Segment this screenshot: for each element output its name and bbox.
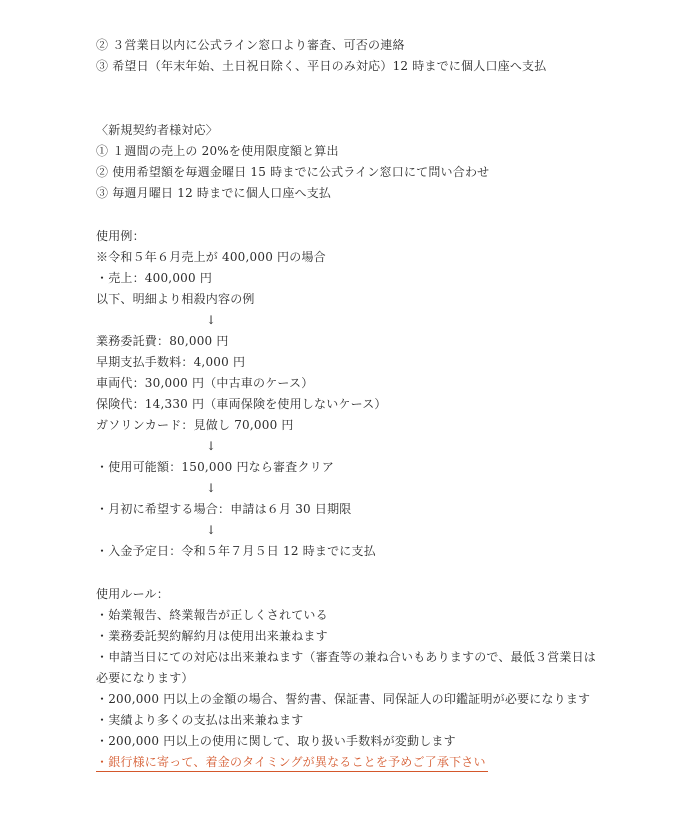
- rule-item: ・実績より多くの支払は出来兼ねます: [96, 713, 304, 727]
- example-heading: 使用例：: [96, 229, 145, 243]
- offset-item-insurance: 保険代：14,330 円（車両保険を使用しないケース）: [96, 397, 387, 411]
- down-arrow-icon: ↓: [206, 313, 217, 327]
- example-payment: ・入金予定日：令和５年７月５日 12 時までに支払: [96, 544, 376, 558]
- top-step-2: ② ３営業日以内に公式ライン窓口より審査、可否の連絡: [96, 38, 405, 52]
- example-offset-intro: 以下、明細より相殺内容の例: [96, 292, 255, 306]
- down-arrow-icon: ↓: [206, 439, 217, 453]
- offset-item-vehicle: 車両代：30,000 円（中古車のケース）: [96, 376, 314, 390]
- example-available: ・使用可能額：150,000 円なら審査クリア: [96, 460, 335, 474]
- rule-item: ・200,000 円以上の金額の場合、誓約書、保証書、同保証人の印鑑証明が必要になります: [96, 692, 591, 706]
- warning-underline: [96, 771, 488, 772]
- rule-item-continued: 必要になります）: [96, 671, 194, 685]
- offset-item-commission: 業務委託費：80,000 円: [96, 334, 229, 348]
- example-deadline: ・月初に希望する場合：申請は６月 30 日期限: [96, 502, 352, 516]
- rule-item: ・業務委託契約解約月は使用出来兼ねます: [96, 629, 328, 643]
- top-step-3: ③ 希望日（年末年始、土日祝日除く、平日のみ対応）12 時までに個人口座へ支払: [96, 59, 547, 73]
- rule-item: ・申請当日にての対応は出来兼ねます（審査等の兼ね合いもありますので、最低３営業日は: [96, 650, 596, 664]
- rule-item: ・始業報告、終業報告が正しくされている: [96, 608, 328, 622]
- down-arrow-icon: ↓: [206, 481, 217, 495]
- offset-item-early-fee: 早期支払手数料：4,000 円: [96, 355, 246, 369]
- rule-item: ・200,000 円以上の使用に関して、取り扱い手数料が変動します: [96, 734, 456, 748]
- rule-warning: ・銀行様に寄って、着金のタイミングが異なることを予めご了承下さい: [96, 755, 486, 769]
- new-contract-step-2: ② 使用希望額を毎週金曜日 15 時までに公式ライン窓口にて問い合わせ: [96, 165, 490, 179]
- new-contract-heading: 〈新規契約者様対応〉: [96, 123, 219, 137]
- example-sales: ・売上：400,000 円: [96, 271, 213, 285]
- rules-heading: 使用ルール：: [96, 587, 169, 601]
- new-contract-step-1: ① １週間の売上の 20%を使用限度額と算出: [96, 144, 339, 158]
- offset-item-gas-card: ガソリンカード：見做し 70,000 円: [96, 418, 294, 432]
- example-note: ※令和５年６月売上が 400,000 円の場合: [96, 250, 326, 264]
- new-contract-step-3: ③ 毎週月曜日 12 時までに個人口座へ支払: [96, 186, 332, 200]
- down-arrow-icon: ↓: [206, 523, 217, 537]
